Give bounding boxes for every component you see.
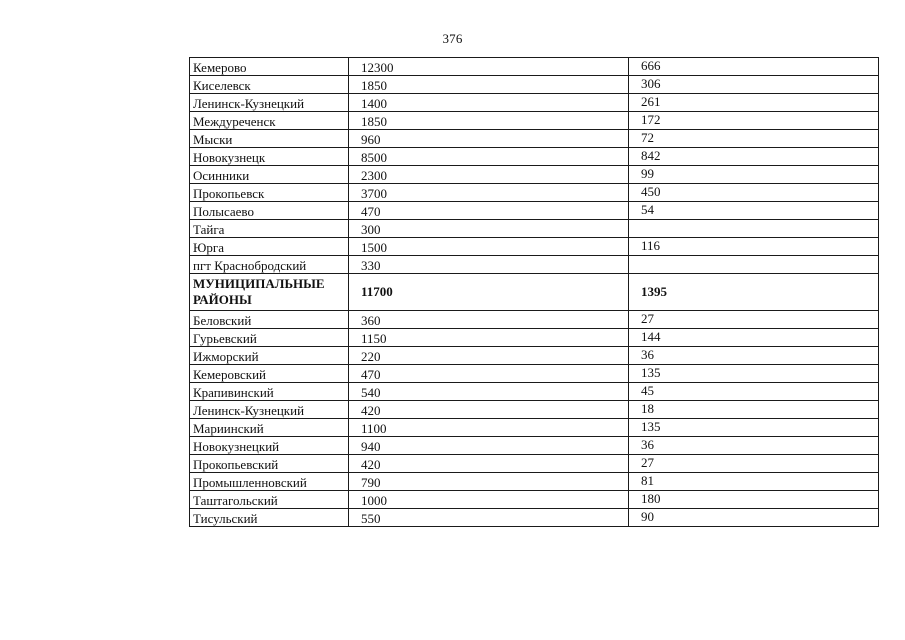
value1-cell: 1400 [349, 94, 629, 112]
table-row [190, 329, 879, 347]
table-row [190, 347, 879, 365]
value2-cell: 172 [629, 112, 879, 130]
value2-cell: 18 [629, 401, 879, 419]
value1-cell: 420 [349, 455, 629, 473]
table-row [190, 58, 879, 76]
name-cell: Тисульский [190, 509, 349, 527]
value2-cell: 54 [629, 202, 879, 220]
value1-cell: 1100 [349, 419, 629, 437]
table-row [190, 383, 879, 401]
value2-cell: 27 [629, 455, 879, 473]
value1-cell: 1000 [349, 491, 629, 509]
name-cell: Таштагольский [190, 491, 349, 509]
value2-cell: 27 [629, 311, 879, 329]
table-row [190, 365, 879, 383]
data-table [189, 57, 879, 527]
value2-cell: 135 [629, 419, 879, 437]
value2-cell: 116 [629, 238, 879, 256]
table-row [190, 455, 879, 473]
value1-cell: 960 [349, 130, 629, 148]
name-cell: Мариинский [190, 419, 349, 437]
name-cell: Новокузнецкий [190, 437, 349, 455]
table-row [190, 130, 879, 148]
name-cell: пгт Краснобродский [190, 256, 349, 274]
value1-cell: 470 [349, 365, 629, 383]
value2-cell: 36 [629, 347, 879, 365]
value2-cell: 450 [629, 184, 879, 202]
name-cell: Тайга [190, 220, 349, 238]
value1-cell: 11700 [349, 274, 629, 311]
value1-cell: 550 [349, 509, 629, 527]
value2-cell [629, 220, 879, 238]
table-row [190, 256, 879, 274]
name-cell: Прокопьевск [190, 184, 349, 202]
value1-cell: 790 [349, 473, 629, 491]
table-row [190, 166, 879, 184]
name-cell: Кемеровский [190, 365, 349, 383]
table-row [190, 491, 879, 509]
value1-cell: 2300 [349, 166, 629, 184]
name-cell: Кемерово [190, 58, 349, 76]
value1-cell: 220 [349, 347, 629, 365]
value1-cell: 1500 [349, 238, 629, 256]
value1-cell: 540 [349, 383, 629, 401]
table-row [190, 311, 879, 329]
value2-cell [629, 256, 879, 274]
table-row [190, 112, 879, 130]
value1-cell: 8500 [349, 148, 629, 166]
name-cell: Мыски [190, 130, 349, 148]
name-cell: Юрга [190, 238, 349, 256]
value1-cell: 12300 [349, 58, 629, 76]
name-cell: Ленинск-Кузнецкий [190, 94, 349, 112]
value2-cell: 135 [629, 365, 879, 383]
name-cell: МУНИЦИПАЛЬНЫЕ РАЙОНЫ [190, 274, 349, 311]
name-cell: Полысаево [190, 202, 349, 220]
value2-cell: 99 [629, 166, 879, 184]
table-row [190, 473, 879, 491]
value2-cell: 842 [629, 148, 879, 166]
value1-cell: 940 [349, 437, 629, 455]
table-row [190, 238, 879, 256]
name-cell: Междуреченск [190, 112, 349, 130]
table-row [190, 94, 879, 112]
name-cell: Прокопьевский [190, 455, 349, 473]
name-cell: Осинники [190, 166, 349, 184]
table-row [190, 202, 879, 220]
name-cell: Киселевск [190, 76, 349, 94]
value1-cell: 420 [349, 401, 629, 419]
value1-cell: 360 [349, 311, 629, 329]
table-row [190, 148, 879, 166]
name-cell: Крапивинский [190, 383, 349, 401]
value1-cell: 1150 [349, 329, 629, 347]
value2-cell: 72 [629, 130, 879, 148]
value2-cell: 90 [629, 509, 879, 527]
table-row [190, 220, 879, 238]
value2-cell: 81 [629, 473, 879, 491]
value2-cell: 144 [629, 329, 879, 347]
name-cell: Новокузнецк [190, 148, 349, 166]
value1-cell: 3700 [349, 184, 629, 202]
value1-cell: 330 [349, 256, 629, 274]
value1-cell: 470 [349, 202, 629, 220]
name-cell: Промышленновский [190, 473, 349, 491]
value1-cell: 1850 [349, 76, 629, 94]
table-row [190, 419, 879, 437]
name-cell: Ленинск-Кузнецкий [190, 401, 349, 419]
name-cell: Беловский [190, 311, 349, 329]
table-row [190, 76, 879, 94]
page-number: 376 [442, 31, 463, 46]
table-row [190, 509, 879, 527]
value1-cell: 300 [349, 220, 629, 238]
table-row [190, 184, 879, 202]
name-cell: Гурьевский [190, 329, 349, 347]
table-row [190, 401, 879, 419]
value2-cell: 306 [629, 76, 879, 94]
value2-cell: 1395 [629, 274, 879, 311]
value2-cell: 45 [629, 383, 879, 401]
table-body [190, 58, 879, 527]
table-row [190, 437, 879, 455]
value2-cell: 261 [629, 94, 879, 112]
value2-cell: 180 [629, 491, 879, 509]
section-row [190, 274, 879, 311]
name-cell: Ижморский [190, 347, 349, 365]
value2-cell: 666 [629, 58, 879, 76]
value2-cell: 36 [629, 437, 879, 455]
value1-cell: 1850 [349, 112, 629, 130]
